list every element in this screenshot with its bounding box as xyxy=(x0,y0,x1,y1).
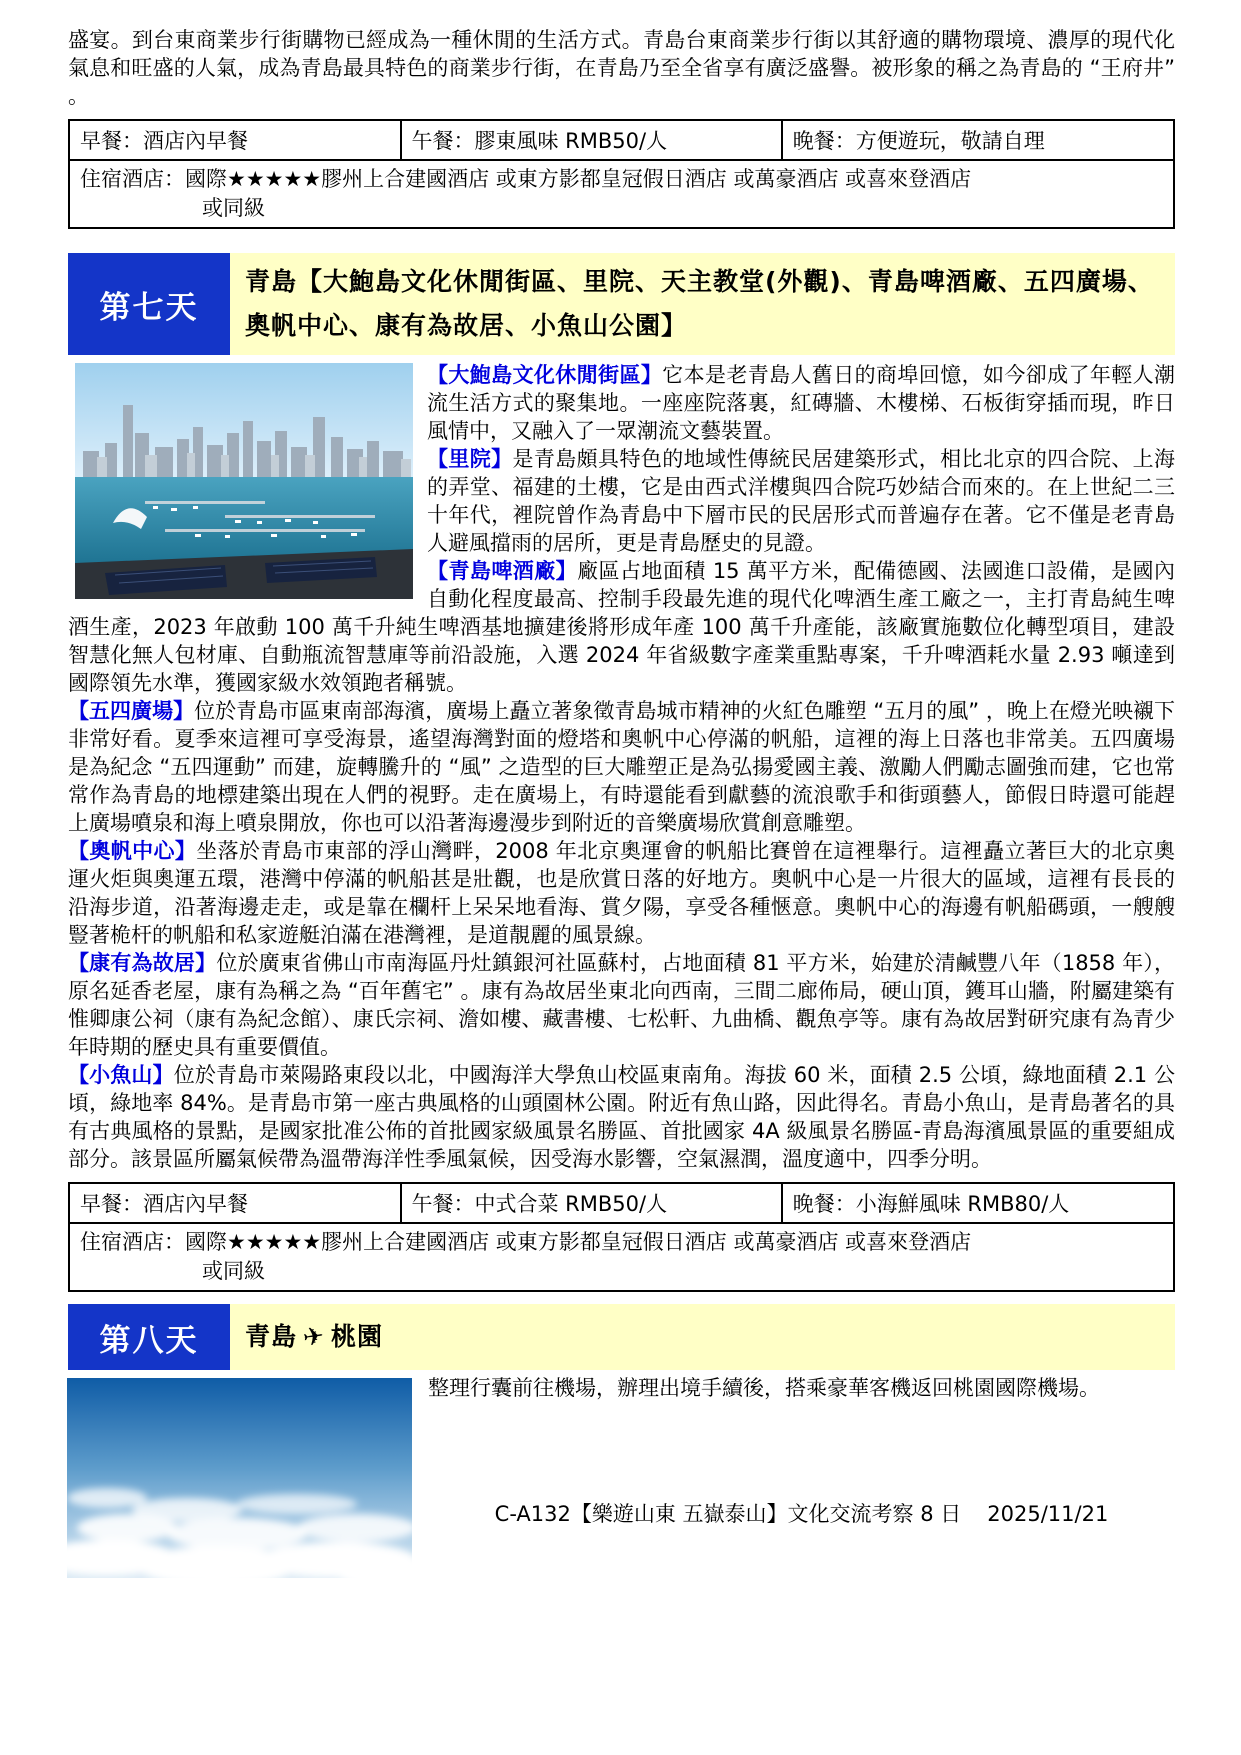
day7-content xyxy=(68,361,1175,1173)
section-sailing-center xyxy=(68,837,1175,949)
clouds-image xyxy=(67,1378,412,1578)
day7-title: 青島【大鮑島文化休閒街區、里院、天主教堂(外觀)、青島啤酒廠、五四廣場、奧帆中心、康有為故居、小魚山公園】 xyxy=(245,267,1154,340)
airplane-icon: ✈ xyxy=(301,1320,327,1353)
day7-label: 第七天 xyxy=(68,253,230,355)
section-label: 【五四廣場】 xyxy=(68,699,195,723)
hotel-row xyxy=(69,160,1174,228)
hotel-cell xyxy=(69,160,1174,228)
breakfast-cell: 早餐：酒店內早餐 xyxy=(69,1183,401,1223)
section-label: 【青島啤酒廠】 xyxy=(427,559,578,583)
section-wusi-square xyxy=(68,697,1175,837)
day8-photo xyxy=(67,1378,412,1578)
day8-title-to: 桃園 xyxy=(330,1322,383,1351)
day8-title-from: 青島 xyxy=(245,1322,298,1351)
section-label: 【奧帆中心】 xyxy=(68,839,197,863)
section-label: 【小魚山】 xyxy=(68,1063,174,1087)
section-text: 廠區占地面積 15 萬平方米，配備德國、法國進口設備，是國內自動化程度最高、控制手段最先進的現代化啤酒生產工廠之一，主打青島純生啤酒生產，2023 年啟動 100 萬千升純生啤酒基地擴建後將形成年產 100 萬千升產能，該廠實施數位化轉型項目，建設智慧化無人包材庫、自動瓶流智慧庫等前沿設施，入選 2024 年省級數字產業重點專案，千升啤酒耗水量 2.93 噸達到國際領先水準，獲國家級水效領跑者稱號。 xyxy=(68,559,1175,695)
day7-header xyxy=(68,253,1175,355)
day8-header xyxy=(68,1304,1175,1370)
day7-photo xyxy=(75,363,413,599)
hotel-cell xyxy=(69,1223,1174,1291)
section-text: 它本是老青島人舊日的商埠回憶，如今卻成了年輕人潮流生活方式的聚集地。一座座院落裏，紅磚牆、木樓梯、石板街穿插而現，昨日風情中，又融入了一眾潮流文藝裝置。 xyxy=(427,363,1176,443)
day8-label: 第八天 xyxy=(68,1304,230,1370)
section-xiaoyushan xyxy=(68,1061,1175,1173)
section-text: 是青島頗具特色的地域性傳統民居建築形式，相比北京的四合院、上海的弄堂、福建的土樓，它是由西式洋樓與四合院巧妙結合而來的。在上世紀二三十年代，裡院曾作為青島中下層市民的民居形式而普遍存在著。它不僅是老青島人避風擋雨的居所，更是青島歷史的見證。 xyxy=(427,447,1175,555)
hotel-line2: 或同級 xyxy=(202,196,265,220)
section-text: 坐落於青島市東部的浮山灣畔，2008 年北京奧運會的帆船比賽曾在這裡舉行。這裡矗立著巨大的北京奧運火炬與奧運五環，港灣中停滿的帆船甚是壯觀，也是欣賞日落的好地方。奧帆中心是一片很大的區域，這裡有長長的沿海步道，沿著海邊走走，或是靠在欄杆上呆呆地看海、賞夕陽，享受各種愜意。奧帆中心的海邊有帆船碼頭，一艘艘豎著桅杆的帆船和私家遊艇泊滿在港灣裡，是道靚麗的風景線。 xyxy=(68,839,1176,947)
lunch-cell: 午餐：中式合菜 RMB50/人 xyxy=(401,1183,782,1223)
footer-date: 2025/11/21 xyxy=(987,1502,1109,1526)
meal-row xyxy=(69,1183,1174,1223)
intro-paragraph: 盛宴。到台東商業步行街購物已經成為一種休閒的生活方式。青島台東商業步行街以其舒適的購物環境、濃厚的現代化氣息和旺盛的人氣，成為青島最具特色的商業步行街，在青島乃至全省享有廣泛盛譽。被形象的稱之為青島的 “王府井” 。 xyxy=(68,28,1175,108)
section-kangyouwei xyxy=(68,949,1175,1061)
hotel-row xyxy=(69,1223,1174,1291)
meal-table-day6 xyxy=(68,119,1175,229)
section-text: 位於青島市萊陽路東段以北，中國海洋大學魚山校區東南角。海拔 60 米，面積 2.5 公頃，綠地面積 2.1 公頃，綠地率 84%。是青島市第一座古典風格的山頭園林公園。附近有魚山路，因此得名。青島小魚山，是青島著名的具有古典風格的景點，是國家批准公佈的首批國家級風景名勝區、首批國家 4A 級風景名勝區-青島海濱風景區的重要組成部分。該景區所屬氣候帶為溫帶海洋性季風氣候，因受海水影響，空氣濕潤，溫度適中，四季分明。 xyxy=(68,1063,1175,1171)
lunch-cell: 午餐：膠東風味 RMB50/人 xyxy=(401,120,782,160)
hotel-line1: 住宿酒店：國際★★★★★膠州上合建國酒店 或東方影都皇冠假日酒店 或萬豪酒店 或喜來登酒店 xyxy=(80,1230,972,1254)
day8-title xyxy=(230,1304,1175,1370)
hotel-line2: 或同級 xyxy=(202,1259,265,1283)
dinner-cell: 晚餐：方便遊玩，敬請自理 xyxy=(782,120,1174,160)
meal-table-day7 xyxy=(68,1182,1175,1292)
day8-description: 整理行囊前往機場，辦理出境手續後，搭乘豪華客機返回桃園國際機場。 xyxy=(428,1376,1100,1400)
section-text: 位於廣東省佛山市南海區丹灶鎮銀河社區蘇村，占地面積 81 平方米，始建於清鹹豐八年（1858 年），原名延香老屋，康有為稱之為 “百年舊宅” 。康有為故居坐東北向西南，三間二廊佈局，硬山頂，鑊耳山牆，附屬建築有惟卿康公祠（康有為紀念館）、康氏宗祠、澹如樓、藏書樓、七松軒、九曲橋、觀魚亭等。康有為故居對研究康有為青少年時期的歷史具有重要價值。 xyxy=(68,951,1176,1059)
breakfast-cell: 早餐：酒店內早餐 xyxy=(69,120,401,160)
dinner-cell: 晚餐：小海鮮風味 RMB80/人 xyxy=(782,1183,1174,1223)
section-label: 【大鮑島文化休閒街區】 xyxy=(427,363,663,387)
meal-row xyxy=(69,120,1174,160)
qingdao-skyline-image xyxy=(75,363,413,599)
section-text: 位於青島市區東南部海濱，廣場上矗立著象徵青島城市精神的火紅色雕塑 “五月的風” ，晚上在燈光映襯下非常好看。夏季來這裡可享受海景，遙望海灣對面的燈塔和奧帆中心停滿的帆船，這裡的海上日落也非常美。五四廣場是為紀念 “五四運動” 而建，旋轉騰升的 “風” 之造型的巨大雕塑正是為弘揚愛國主義、激勵人們勵志圖強而建，它也常常作為青島的地標建築出現在人們的視野。走在廣場上，有時還能看到獻藝的流浪歌手和街頭藝人，節假日時還可能趕上廣場噴泉和海上噴泉開放，你也可以沿著海邊漫步到附近的音樂廣場欣賞創意雕塑。 xyxy=(68,699,1176,835)
section-label: 【里院】 xyxy=(427,447,513,471)
day8-content xyxy=(68,1374,1175,1578)
hotel-line1: 住宿酒店：國際★★★★★膠州上合建國酒店 或東方影都皇冠假日酒店 或萬豪酒店 或喜來登酒店 xyxy=(80,167,972,191)
footer-trip-code: C-A132【樂遊山東 五嶽泰山】文化交流考察 8 日 xyxy=(494,1502,962,1526)
section-label: 【康有為故居】 xyxy=(68,951,217,975)
